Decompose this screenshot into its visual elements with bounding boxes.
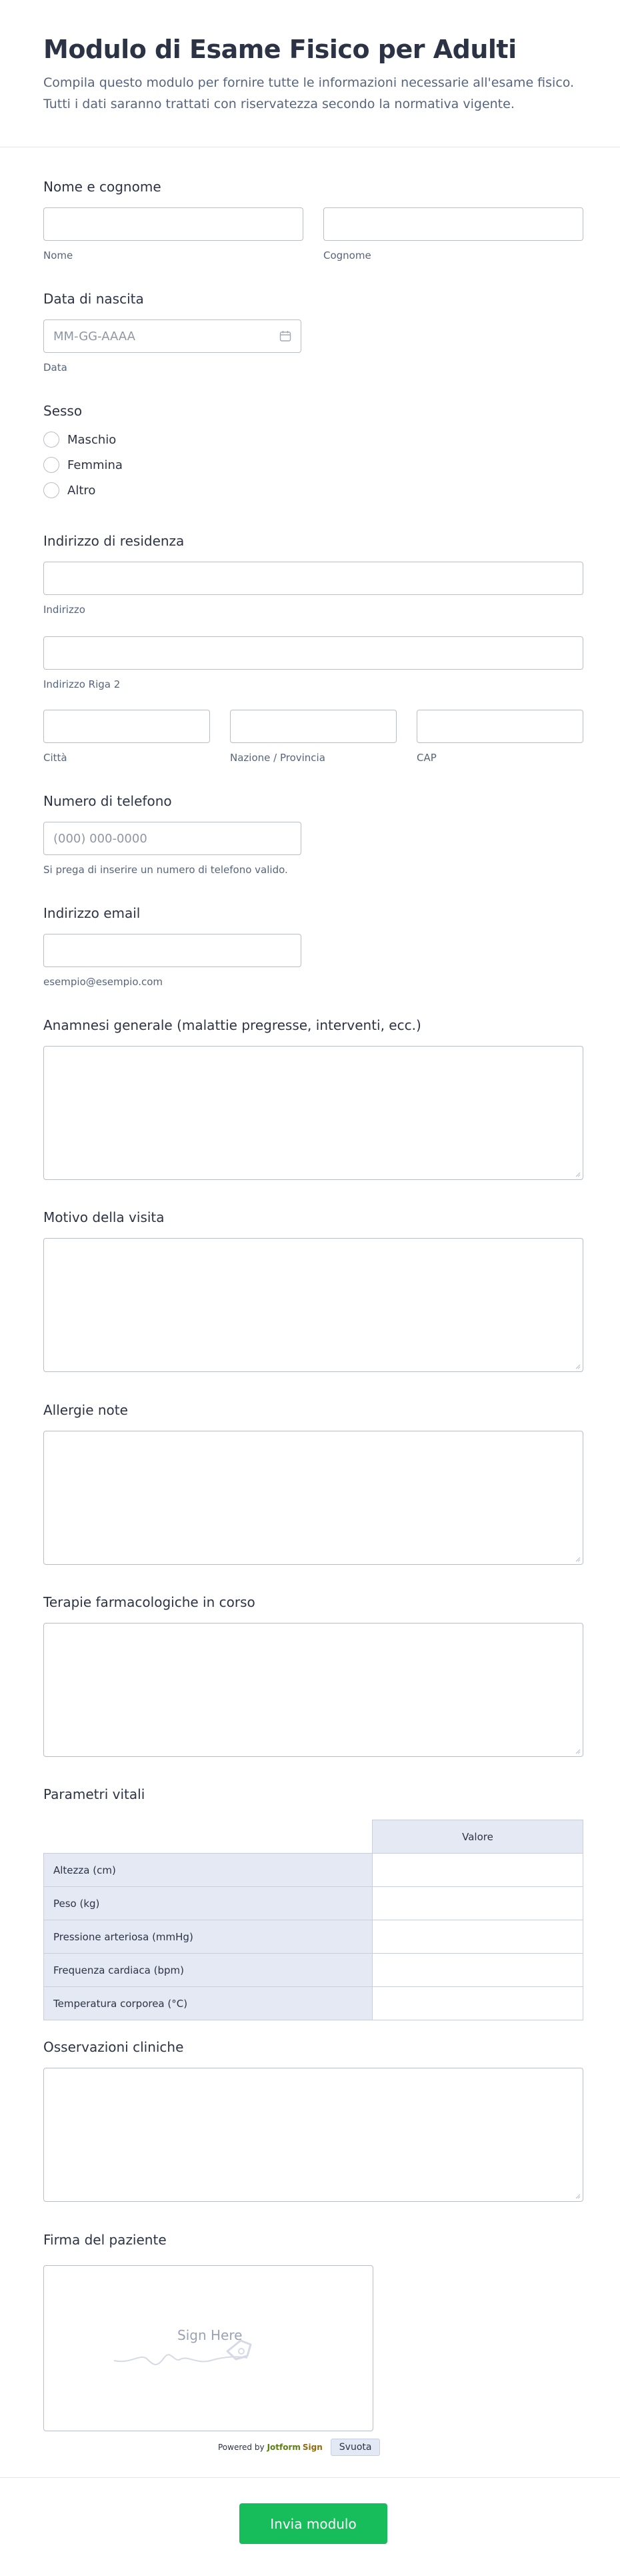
- signature-label: Firma del paziente: [43, 2232, 167, 2248]
- vitals-label: Parametri vitali: [43, 1786, 145, 1802]
- radio-label: Femmina: [67, 458, 123, 472]
- table-row: [44, 1854, 583, 1887]
- calendar-icon[interactable]: [279, 330, 292, 343]
- phone-input[interactable]: [43, 822, 301, 855]
- table-row: [44, 1887, 583, 1920]
- table-column-header: Valore: [373, 1820, 583, 1854]
- table-cell-input[interactable]: [373, 1887, 583, 1920]
- gender-label: Sesso: [43, 403, 83, 419]
- address-question: [43, 533, 583, 766]
- history-question: [43, 1017, 583, 1180]
- signature-question: [43, 2232, 583, 2459]
- table-row-header: Pressione arteriosa (mmHg): [44, 1920, 373, 1954]
- form-footer: [0, 2477, 620, 2576]
- address-line1-input[interactable]: [43, 562, 583, 595]
- resize-grip-icon[interactable]: [574, 1363, 581, 1369]
- table-cell-input[interactable]: [373, 1954, 583, 1987]
- last-name-input[interactable]: [323, 207, 583, 241]
- radio-button[interactable]: [43, 457, 59, 473]
- dob-input[interactable]: [43, 319, 301, 353]
- phone-label: Numero di telefono: [43, 793, 172, 809]
- visit-reason-question: [43, 1209, 583, 1372]
- allergies-question: [43, 1402, 583, 1565]
- dob-label: Data di nascita: [43, 291, 144, 307]
- dob-question: [43, 291, 583, 378]
- form-header: [0, 0, 620, 147]
- email-sublabel: esempio@esempio.com: [43, 976, 163, 988]
- form-description: Compila questo modulo per fornire tutte le informazioni necessarie all'esame fisico. Tutti i dati saranno trattati con riservatezza secondo la normativa vigente.: [43, 75, 575, 111]
- email-input[interactable]: [43, 934, 301, 967]
- state-sublabel: Nazione / Provincia: [230, 752, 325, 764]
- powered-by: [218, 2439, 380, 2456]
- medications-label: Terapie farmacologiche in corso: [43, 1594, 255, 1610]
- observations-label: Osservazioni cliniche: [43, 2039, 184, 2055]
- history-label: Anamnesi generale (malattie pregresse, interventi, ecc.): [43, 1017, 421, 1033]
- phone-sublabel: Si prega di inserire un numero di telefono valido.: [43, 864, 288, 876]
- first-name-input[interactable]: [43, 207, 303, 241]
- state-input[interactable]: [230, 710, 397, 743]
- last-name-sublabel: Cognome: [323, 249, 371, 261]
- submit-button[interactable]: Invia modulo: [239, 2503, 387, 2544]
- resize-grip-icon[interactable]: [574, 1748, 581, 1754]
- city-sublabel: Città: [43, 752, 67, 764]
- dob-field: [43, 319, 301, 353]
- address-label: Indirizzo di residenza: [43, 533, 185, 549]
- table-row-header: Peso (kg): [44, 1887, 373, 1920]
- clear-signature-button[interactable]: Svuota: [331, 2439, 381, 2456]
- history-textarea[interactable]: [43, 1046, 583, 1180]
- table-row-header: Temperatura corporea (°C): [44, 1987, 373, 2020]
- radio-button[interactable]: [43, 482, 59, 498]
- table-cell-input[interactable]: [373, 1987, 583, 2020]
- signature-pad[interactable]: [43, 2265, 373, 2431]
- table-row: [44, 1954, 583, 1987]
- radio-label: Altro: [67, 483, 96, 498]
- email-label: Indirizzo email: [43, 905, 141, 921]
- table-corner: [44, 1820, 373, 1854]
- dob-sublabel: Data: [43, 362, 67, 374]
- zip-input[interactable]: [417, 710, 583, 743]
- table-cell-input[interactable]: [373, 1920, 583, 1954]
- medications-question: [43, 1594, 583, 1757]
- first-name-sublabel: Nome: [43, 249, 73, 261]
- gender-option-altro[interactable]: [43, 482, 95, 498]
- radio-label: Maschio: [67, 432, 117, 447]
- resize-grip-icon[interactable]: [574, 1171, 581, 1177]
- visit-reason-label: Motivo della visita: [43, 1209, 165, 1225]
- gender-option-maschio[interactable]: [43, 432, 116, 448]
- email-question: [43, 905, 583, 992]
- phone-question: [43, 793, 583, 880]
- vitals-question: [43, 1786, 583, 2026]
- radio-button[interactable]: [43, 432, 59, 448]
- table-cell-input[interactable]: [373, 1854, 583, 1887]
- address-line2-sublabel: Indirizzo Riga 2: [43, 678, 121, 690]
- gender-option-femmina[interactable]: [43, 457, 123, 473]
- table-row-header: Frequenza cardiaca (bpm): [44, 1954, 373, 1987]
- brand-name: Jotform: [267, 2443, 301, 2452]
- name-label: Nome e cognome: [43, 179, 161, 195]
- allergies-label: Allergie note: [43, 1402, 128, 1418]
- table-row: [44, 1987, 583, 2020]
- powered-by-text: Powered by: [218, 2443, 265, 2452]
- allergies-textarea[interactable]: [43, 1431, 583, 1565]
- observations-question: [43, 2039, 583, 2202]
- signature-hint: Sign Here: [177, 2327, 243, 2343]
- name-question: [43, 179, 583, 265]
- resize-grip-icon[interactable]: [574, 1555, 581, 1562]
- address-line1-sublabel: Indirizzo: [43, 604, 85, 616]
- table-row-header: Altezza (cm): [44, 1854, 373, 1887]
- vitals-table: [43, 1820, 583, 2020]
- brand-suffix: Sign: [302, 2443, 323, 2452]
- observations-textarea[interactable]: [43, 2068, 583, 2202]
- form-title: Modulo di Esame Fisico per Adulti: [43, 35, 517, 64]
- zip-sublabel: CAP: [417, 752, 437, 764]
- address-line2-input[interactable]: [43, 636, 583, 670]
- gender-question: [43, 403, 583, 503]
- medications-textarea[interactable]: [43, 1623, 583, 1757]
- resize-grip-icon[interactable]: [574, 2192, 581, 2199]
- table-row: [44, 1920, 583, 1954]
- visit-reason-textarea[interactable]: [43, 1238, 583, 1372]
- city-input[interactable]: [43, 710, 210, 743]
